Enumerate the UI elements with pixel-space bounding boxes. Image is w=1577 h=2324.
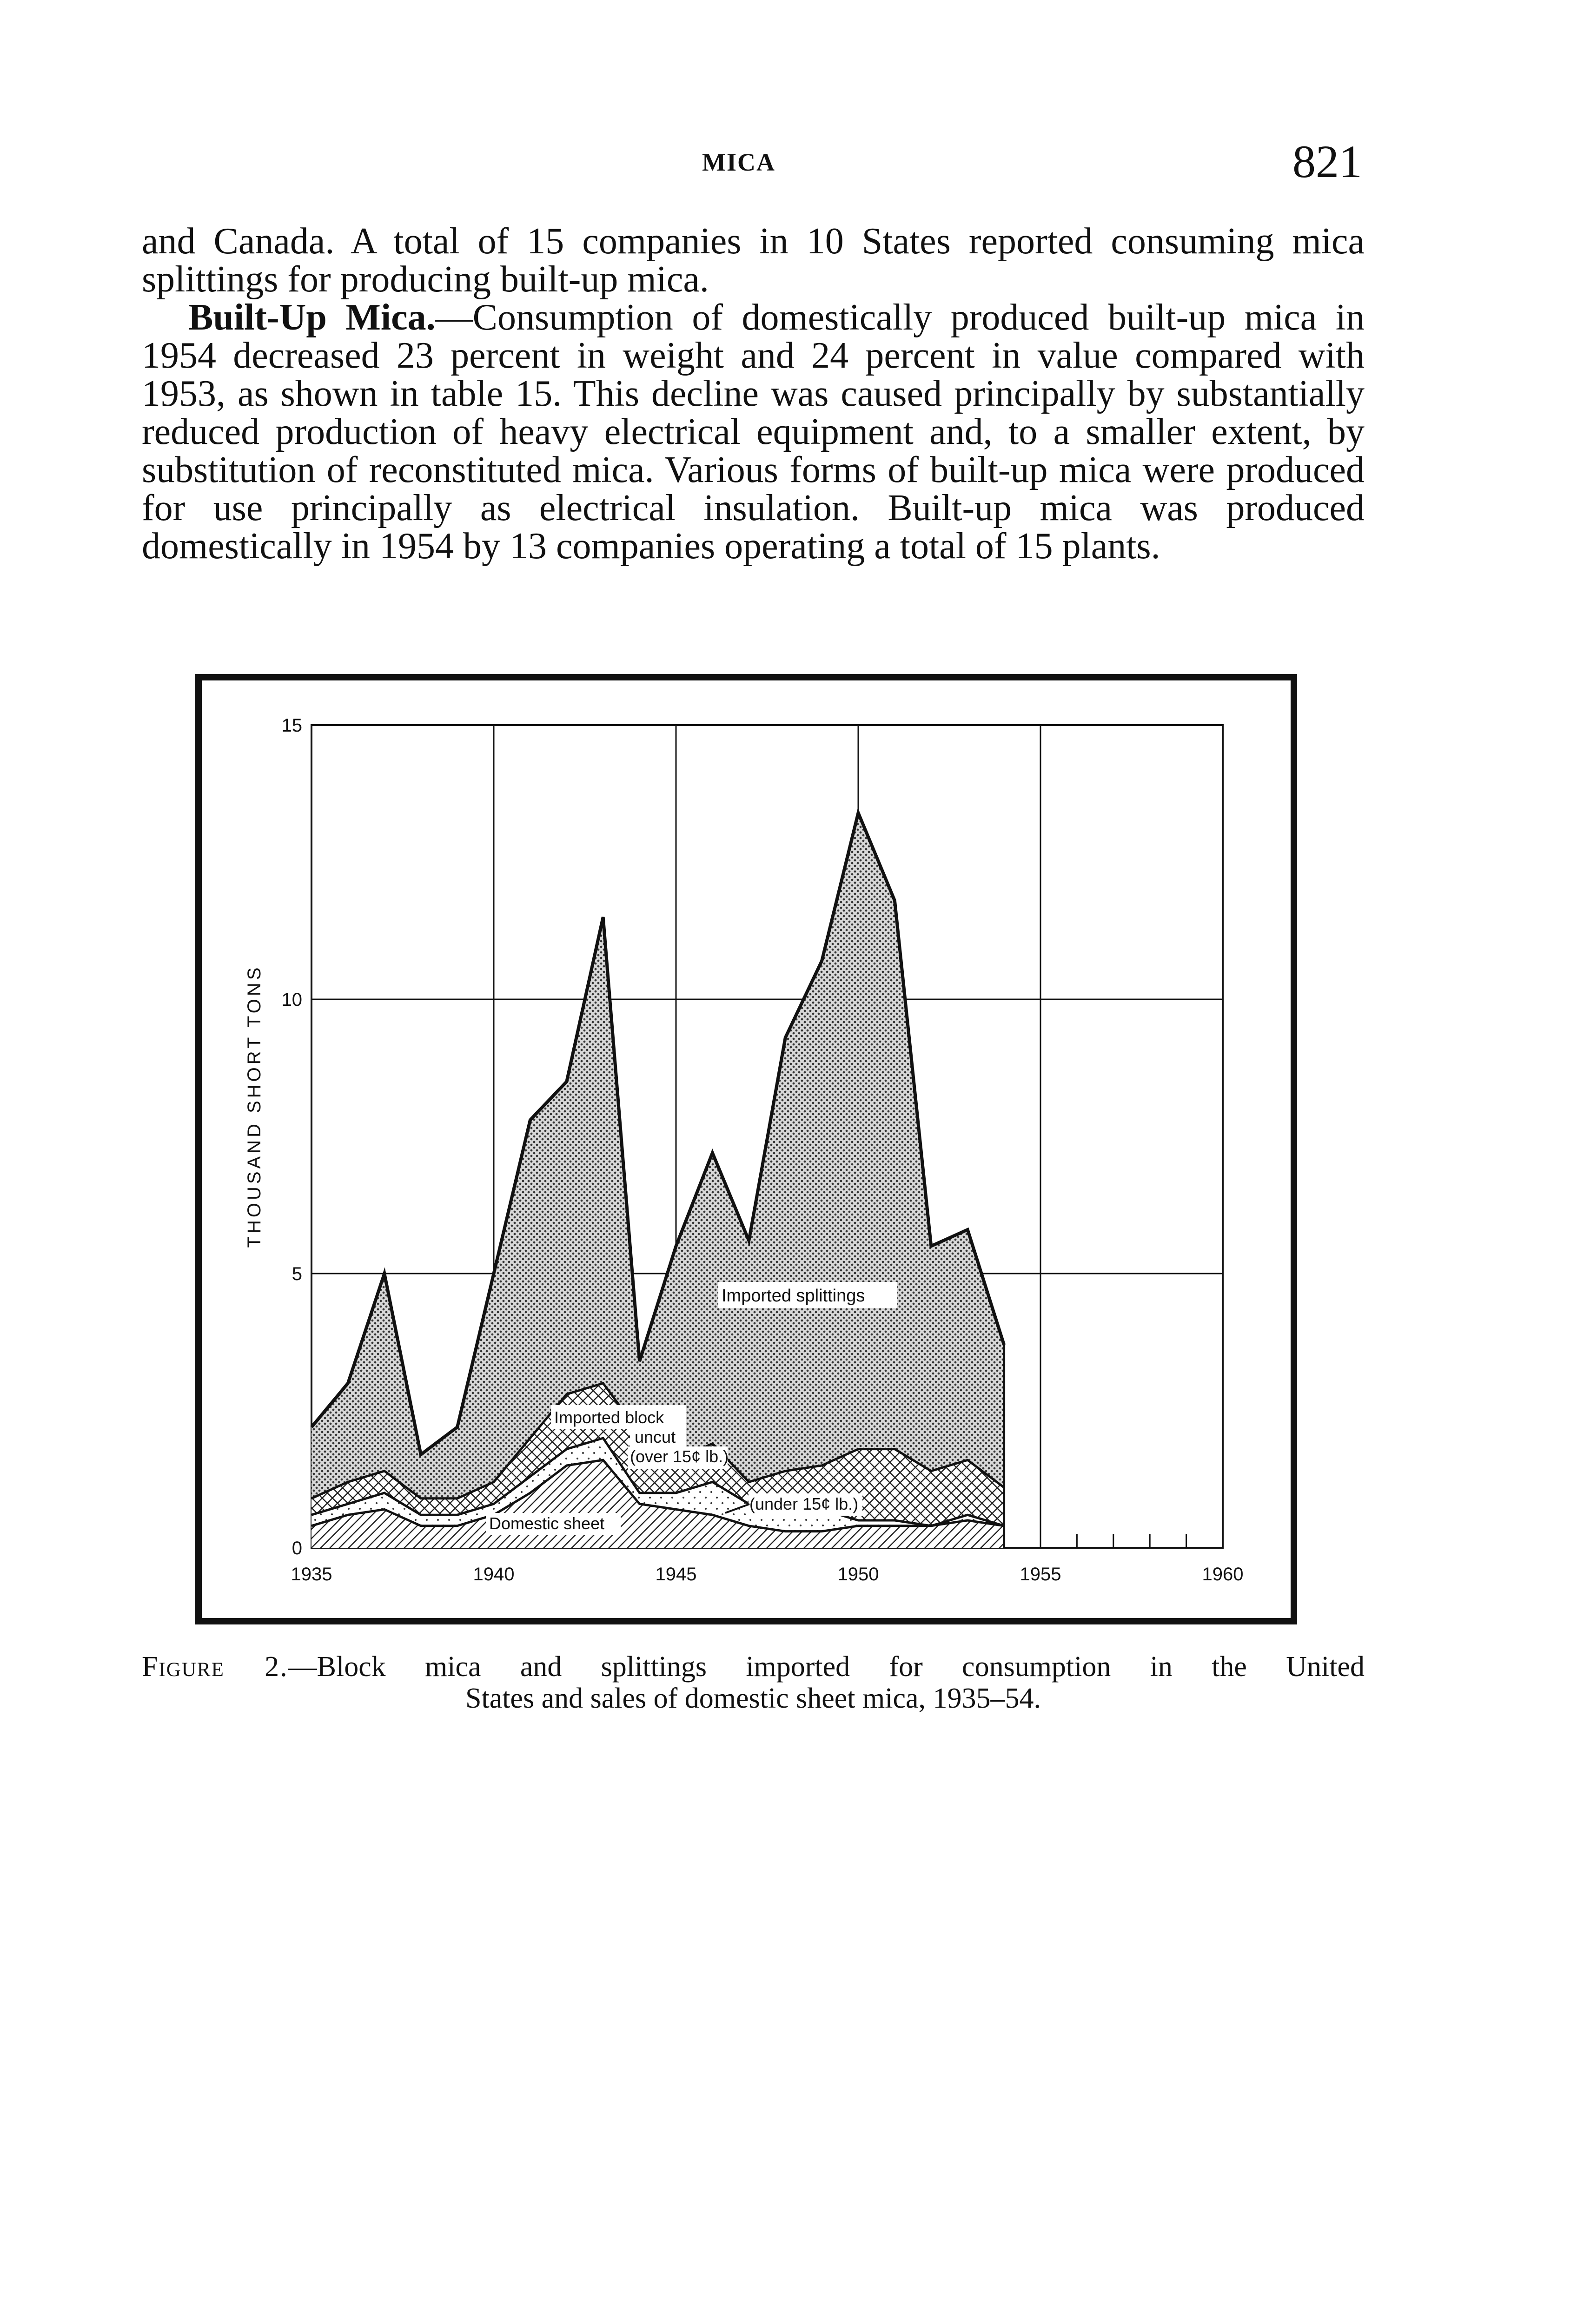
x-tick-label: 1955 [1020, 1564, 1061, 1585]
area-series-3 [311, 813, 1004, 1499]
x-tick-label: 1935 [291, 1564, 332, 1585]
caption-line-2: States and sales of domestic sheet mica, 1935–54. [465, 1683, 1041, 1714]
paragraph-2-body: —Consumption of domestically produced built-up mica in 1954 decreased 23 percent in weight and 24 percent in value compared with 1953, as shown in table 15. This decline was caused principally by substantially reduced production of heavy electrical equipment and, to a smaller extent, by substitution of reconstituted mica. Various forms of built-up mica were produced for use principally as electrical insulation. Built-up mica was produced domestically in 1954 by 13 companies operating a total of 15 plants. [142, 297, 1365, 567]
paragraph-1: and Canada. A total of 15 companies in 10 States reported consuming mica splittings for producing built-up mica. [142, 221, 1365, 300]
x-tick-label: 1940 [473, 1564, 515, 1585]
y-tick-label: 10 [281, 990, 302, 1010]
figure-caption [142, 1651, 1365, 1714]
label-splittings-text: Imported splittings [722, 1286, 865, 1306]
caption-figure-label: Figure 2. [142, 1651, 288, 1683]
label-block-under: (under 15¢ lb.) [749, 1494, 859, 1513]
label-domestic-sheet [486, 1513, 621, 1535]
page-number: 821 [1292, 136, 1362, 187]
x-tick-label: 1945 [655, 1564, 697, 1585]
x-tick-label: 1950 [837, 1564, 879, 1585]
y-tick-label: 15 [281, 715, 302, 736]
x-tick-label: 1960 [1202, 1564, 1244, 1585]
y-axis-label: THOUSAND SHORT TONS [244, 964, 265, 1248]
y-tick-label: 0 [292, 1538, 302, 1558]
y-tick-label: 5 [292, 1264, 302, 1284]
label-block-line1: Imported block [554, 1408, 664, 1427]
caption-line-1 [142, 1651, 1365, 1683]
running-header-title: MICA [702, 148, 775, 176]
label-block-over: (over 15¢ lb.) [630, 1447, 729, 1466]
caption-line-1-text: —Block mica and splittings imported for consumption in the United [288, 1651, 1365, 1683]
paragraph-2-lead: Built-Up Mica. [188, 297, 436, 338]
label-imported-splittings [718, 1282, 897, 1308]
label-domestic-text: Domestic sheet [489, 1514, 605, 1533]
label-block-line2: uncut [635, 1427, 676, 1446]
